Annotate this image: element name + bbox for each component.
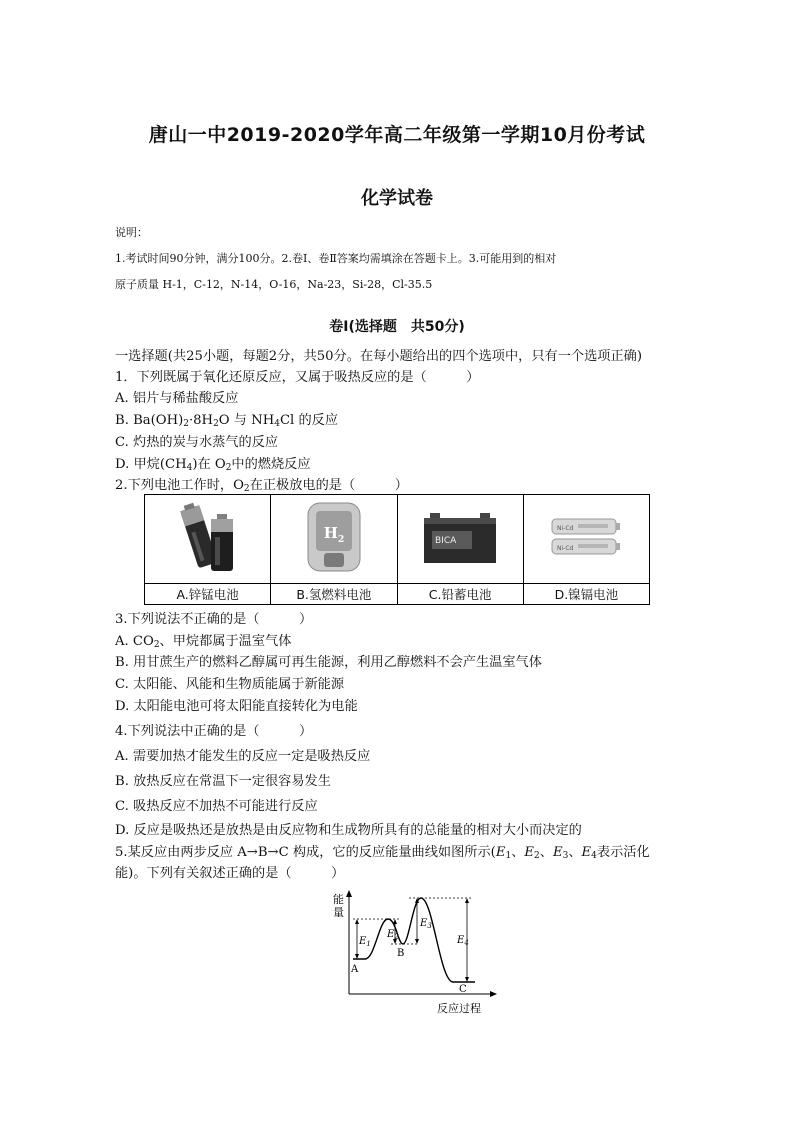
q1-option-b: B. $Ba(OH)_2\cdot 8H_2O$ 与 $NH_4Cl$ 的反应 bbox=[115, 413, 339, 429]
q4-option-c: C. 吸热反应不加热不可能进行反应 bbox=[115, 799, 318, 814]
x-axis-label: 反应过程 bbox=[437, 1002, 481, 1015]
nicd-label-2: Ni-Cd bbox=[557, 545, 574, 552]
h2-subscript: 2 bbox=[337, 535, 345, 545]
q2-stem: 2.下列电池工作时，$O_2$在正极放电的是（ ） bbox=[115, 478, 408, 494]
q4-stem: 4.下列说法中正确的是（ ） bbox=[115, 724, 313, 739]
battery-caption-b: B.氢燃料电池 bbox=[271, 584, 397, 605]
q4-option-d: D. 反应是吸热还是放热是由反应物和生成物所具有的总能量的相对大小而决定的 bbox=[115, 823, 582, 838]
battery-caption-a: A.锌锰电池 bbox=[145, 584, 271, 605]
battery-caption-c: C.铅蓄电池 bbox=[397, 584, 523, 605]
q1-option-a: A. 铝片与稀盐酸反应 bbox=[115, 391, 239, 406]
exam-subtitle: 化学试卷 bbox=[361, 188, 433, 209]
energy-diagram bbox=[325, 886, 500, 1021]
e4-label: $E_4$ bbox=[457, 935, 469, 947]
hydrogen-fuel-cell-icon bbox=[302, 497, 366, 577]
notes-line-1: 1.考试时间90分钟，满分100分。2.卷Ⅰ、卷Ⅱ答案均需填涂在答题卡上。3.可能用到的相对 bbox=[115, 252, 557, 265]
q1-option-c: C. 灼热的炭与水蒸气的反应 bbox=[115, 435, 279, 450]
point-a-label: A bbox=[351, 964, 359, 975]
q5-line-2: 能)。下列有关叙述正确的是（ ） bbox=[115, 866, 345, 881]
q3-stem: 3.下列说法不正确的是（ ） bbox=[115, 612, 313, 627]
notes-line-2: 原子质量 H-1，C-12，N-14，O-16，Na-23，Si-28，Cl-35.5 bbox=[115, 278, 433, 291]
q4-option-b: B. 放热反应在常温下一定很容易发生 bbox=[115, 774, 331, 789]
q5-line-1: 5.某反应由两步反应 A→B→C 构成，它的反应能量曲线如图所示($E_1$、$E_2$、$E_3$、$E_4$表示活化 bbox=[115, 845, 650, 861]
e1-label: $E_1$ bbox=[359, 936, 371, 948]
x-axis-arrow bbox=[490, 991, 497, 997]
q3-option-c: C. 太阳能、风能和生物质能属于新能源 bbox=[115, 677, 345, 692]
e2-label: $E_2$ bbox=[387, 929, 399, 941]
q3-option-b: B. 用甘蔗生产的燃料乙醇属可再生能源，利用乙醇燃料不会产生温室气体 bbox=[115, 655, 542, 670]
q1-stem: 1．下列既属于氧化还原反应，又属于吸热反应的是（ ） bbox=[115, 370, 480, 385]
e3-label: $E_3$ bbox=[420, 918, 432, 930]
y-axis-label-2: 量 bbox=[333, 906, 344, 919]
lead-acid-battery-icon bbox=[422, 507, 498, 567]
q1-option-d: D. 甲烷$(CH_4)$在 $O_2$中的燃烧反应 bbox=[115, 457, 311, 473]
nickel-cadmium-battery-icon bbox=[548, 515, 624, 559]
q3-option-a: A. $CO_2$、甲烷都属于温室气体 bbox=[115, 634, 292, 650]
battery-cell-c bbox=[397, 495, 523, 584]
point-b-label: B bbox=[397, 948, 405, 959]
y-axis-arrow bbox=[346, 890, 352, 897]
section-title: 卷Ⅰ(选择题 共50分) bbox=[329, 319, 465, 335]
battery-cell-d bbox=[523, 495, 649, 584]
battery-cell-b bbox=[271, 495, 397, 584]
battery-cell-a bbox=[145, 495, 271, 584]
q3-option-d: D. 太阳能电池可将太阳能直接转化为电能 bbox=[115, 699, 358, 714]
nicd-label-1: Ni-Cd bbox=[557, 525, 574, 532]
exam-title: 唐山一中2019-2020学年高二年级第一学期10月份考试 bbox=[148, 124, 646, 146]
point-c-label: C bbox=[459, 984, 467, 995]
section-instructions: 一选择题(共25小题，每题2分，共50分。在每小题给出的四个选项中，只有一个选项正确) bbox=[115, 349, 642, 364]
zinc-manganese-battery-icon bbox=[163, 501, 253, 573]
h2-label: H bbox=[323, 524, 338, 542]
q4-option-a: A. 需要加热才能发生的反应一定是吸热反应 bbox=[115, 749, 371, 764]
exam-notes bbox=[115, 220, 715, 298]
battery-caption-d: D.镍镉电池 bbox=[523, 584, 649, 605]
notes-label: 说明： bbox=[115, 226, 148, 239]
lead-battery-brand: BICA bbox=[435, 536, 457, 546]
y-axis-label-1: 能 bbox=[333, 893, 344, 906]
battery-table bbox=[144, 494, 650, 605]
